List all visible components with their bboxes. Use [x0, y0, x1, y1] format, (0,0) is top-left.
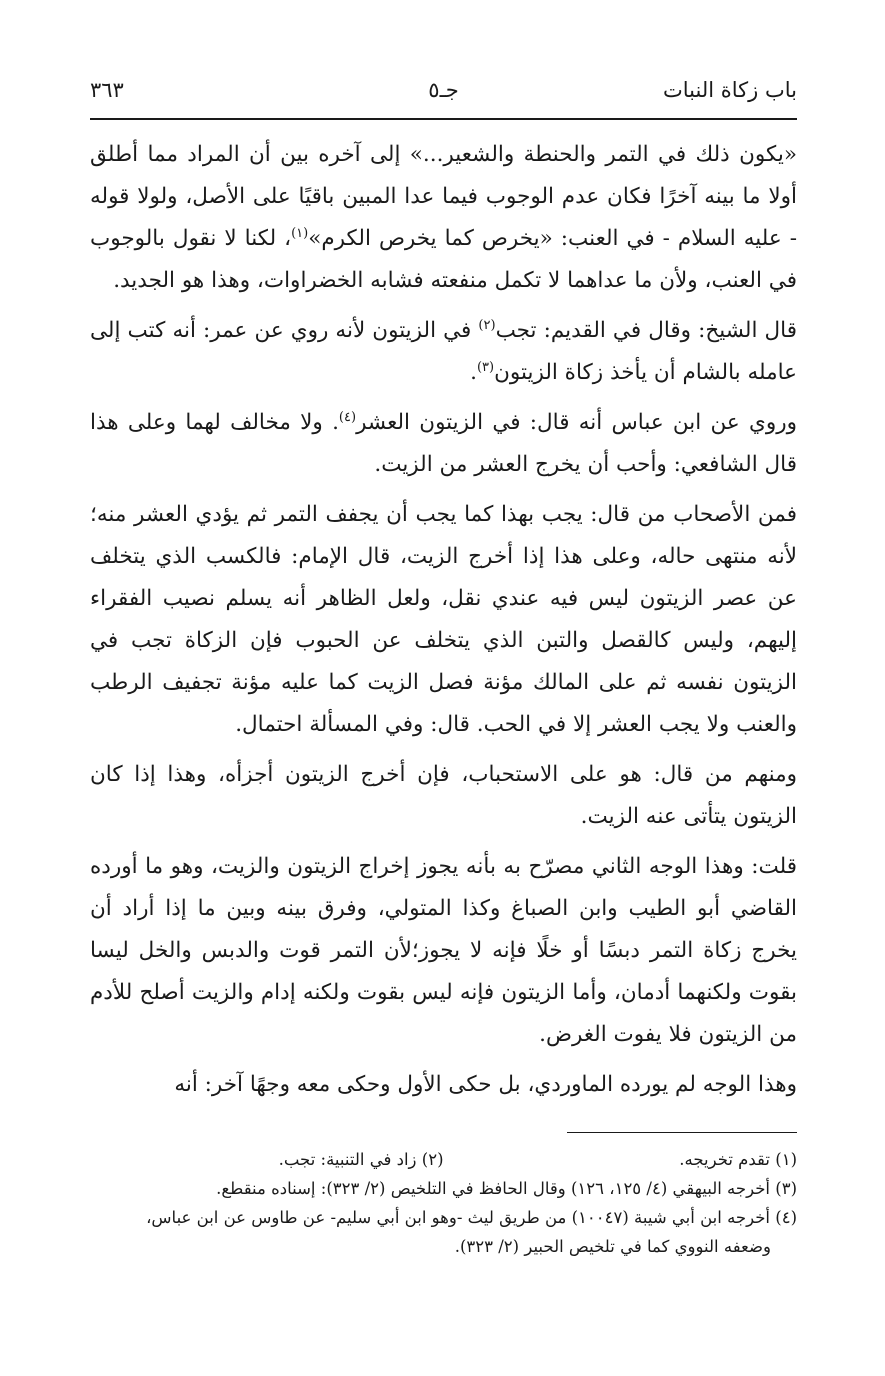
footnote-1: (١) تقدم تخريجه.	[679, 1150, 797, 1169]
footnote-ref-1: (١)	[291, 225, 309, 241]
footnote-ref-4: (٤)	[338, 409, 357, 425]
footnote-4-continuation: وضعفه النووي كما في تلخيص الحبير (٢/ ٣٢٣).	[454, 1237, 771, 1256]
paragraph-6: قلت: وهذا الوجه الثاني مصرّح به بأنه يجوز إخراج الزيتون والزيت، وهو ما أورده القاضي أبو الطيب وابن الصباغ وكذا المتولي، وفرق بينه وبين ما إذا أراد أن يخرج زكاة التمر دبسًا أو خلًا فإنه لا يجوز؛لأن التمر قوت والدبس والخل ليسا بقوت ولكنهما أدمان، وأما الزيتون فإنه ليس بقوت ولكنه إدام والزيت أصلح للأدم من الزيتون فلا يفوت الغرض.	[90, 854, 797, 1047]
paragraph-1: «يكون ذلك في التمر والحنطة والشعير...» إلى آخره بين أن المراد مما أطلق أولا ما بينه آخرًا فكان عدم الوجوب فيما عدا المبين باقيًا على الأصل، ولولا قوله - عليه السلام - في العنب: «يخرص كما يخرص الكرم»$^{(١)}$، لكنا لا نقول بالوجوب في العنب، ولأن ما عداهما لا تكمل منفعته فشابه الخضراوات، وهذا هو الجديد.	[90, 142, 798, 293]
footnote-4: (٤) أخرجه ابن أبي شيبة (١٠٠٤٧) من طريق ليث -وهو ابن أبي سليم- عن طاوس عن ابن عباس،	[146, 1208, 797, 1227]
footnote-ref-2: (٢)	[478, 317, 496, 333]
paragraph-7: وهذا الوجه لم يورده الماوردي، بل حكى الأول وحكى معه وجهًا آخر: أنه	[174, 1072, 797, 1097]
footnote-ref-3: (٣)	[476, 359, 495, 375]
main-text	[90, 134, 797, 1106]
paragraph-3: وروي عن ابن عباس أنه قال: في الزيتون العشر$^{(٤)}$. ولا مخالف لهما وعلى هذا قال الشافعي: وأحب أن يخرج العشر من الزيت.	[90, 409, 797, 477]
page-number: ٣٦٣	[90, 78, 124, 102]
running-header	[90, 70, 797, 110]
footnotes	[90, 1145, 797, 1261]
volume-label: جـ٥	[428, 78, 459, 102]
footnote-divider	[567, 1132, 797, 1133]
footnote-2: (٢) زاد في التنبية: تجب.	[278, 1150, 444, 1169]
paragraph-4: فمن الأصحاب من قال: يجب بهذا كما يجب أن يجفف التمر ثم يؤدي العشر منه؛لأنه منتهى حاله، وعلى هذا إذا أخرج الزيت، قال الإمام: فالكسب الذي يتخلف عن عصر الزيتون ليس فيه عندي نقل، ولعل الظاهر أنه يسلم نصيب الفقراء إليهم، وليس كالقصل والتبن الذي يتخلف عن الحبوب فإن الزكاة تجب في الزيتون نفسه ثم على المالك مؤنة فصل الزيت كما عليه مؤنة تجفيف الرطب والعنب ولا يجب العشر إلا في الحب. قال: وفي المسألة احتمال.	[90, 502, 797, 737]
paragraph-5: ومنهم من قال: هو على الاستحباب، فإن أخرج الزيتون أجزأه، وهذا إذا كان الزيتون يتأتى عنه الزيت.	[90, 762, 797, 829]
page	[90, 70, 797, 1336]
header-divider	[90, 118, 797, 120]
footnote-3: (٣) أخرجه البيهقي (٤/ ١٢٥، ١٢٦) وقال الحافظ في التلخيص (٢/ ٣٢٣): إسناده منقطع.	[216, 1179, 797, 1198]
footnote-row	[90, 1145, 797, 1174]
chapter-title: باب زكاة النبات	[663, 78, 797, 102]
paragraph-2: قال الشيخ: وقال في القديم: تجب$^{(٢)}$ في الزيتون لأنه روي عن عمر: أنه كتب إلى عامله بالشام أن يأخذ زكاة الزيتون$^{(٣)}$.	[90, 317, 797, 385]
